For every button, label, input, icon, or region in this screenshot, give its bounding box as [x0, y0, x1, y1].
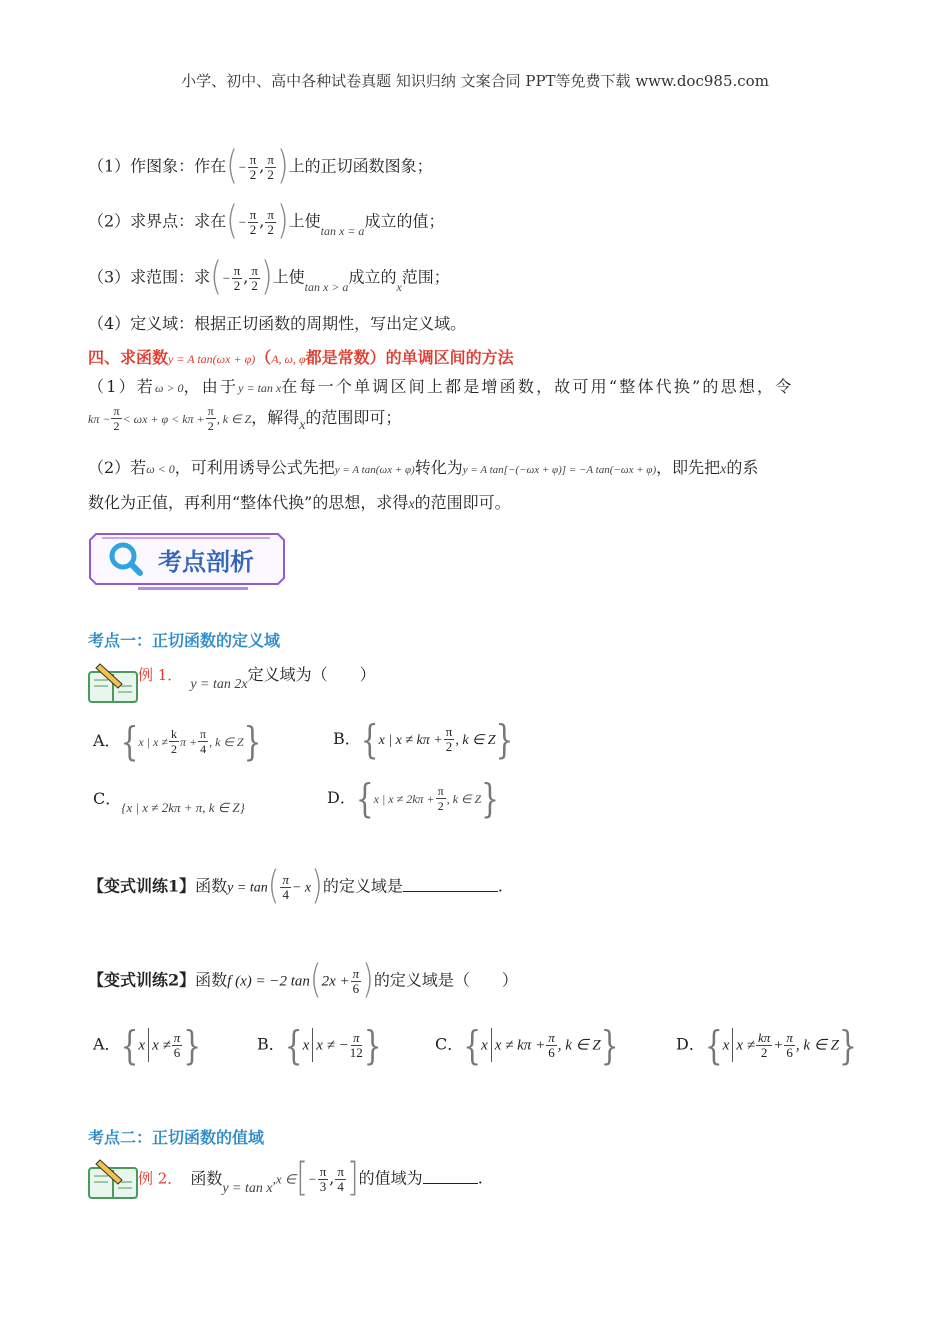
example-1	[88, 662, 376, 704]
book-pencil-icon	[88, 662, 138, 704]
answer-blank[interactable]	[423, 1183, 478, 1184]
p2-line2: 数化为正值，再利用“整体代换”的思想，求得x的范围即可。	[88, 493, 511, 512]
variant-2-label: 【变式训练2】	[88, 970, 196, 990]
book-pencil-icon	[88, 1158, 138, 1200]
step-3-mid: 上使	[272, 267, 305, 287]
p1-line1: （1）若ω > 0，由于y = tan x在每一个单调区间上都是增函数，故可用“整体代换”的思想，令	[88, 377, 794, 396]
step-1-text: （1）作图象：作在	[88, 156, 227, 176]
banner-title: 考点剖析	[158, 548, 254, 576]
p1-line2: kπ − $\frac{\pi}{2}$ < ωx + φ < kπ + $\frac{\pi}{2}$ , k ∈ Z，解得x的范围即可；	[88, 404, 402, 433]
func-original: y = A tan(ωx + φ)	[334, 464, 415, 476]
pi-over-2: $\frac{\pi}{2}$	[249, 151, 257, 182]
pi-over-2: $\frac{\pi}{2}$	[233, 262, 241, 293]
pi-over-2: $\frac{\pi}{2}$	[113, 404, 120, 433]
v2-option-a[interactable]: A．{x x ≠ $\frac{\pi}{6}$ }	[93, 1021, 202, 1069]
variant-1: 【变式训练1】函数y = tan( $\frac{\pi}{4}$ − x)的定义域是 .	[88, 863, 503, 910]
tan-2x: y = tan 2x	[190, 676, 248, 692]
tan-x: y = tan x	[238, 381, 282, 395]
step-2-mid: 上使	[288, 211, 321, 231]
var-x: x	[396, 279, 402, 294]
topic-1-title: 考点一：正切函数的定义域	[88, 631, 281, 650]
minus: −	[237, 159, 247, 175]
var-x: x	[408, 497, 415, 512]
example-2-label: 例 2．	[138, 1169, 183, 1188]
v2-option-b[interactable]: B．{x x ≠ − $\frac{\pi}{12}$ }	[257, 1021, 382, 1069]
ex1-option-a[interactable]: A．{x | x ≠ $\frac{k}{2}$ π + $\frac{\pi}{4}$ , k ∈ Z}	[93, 718, 262, 765]
step-1: （1）作图象：作在(− $\frac{\pi}{2}$ , $\frac{\pi}{2}$ )上的正切函数图象；	[88, 143, 433, 190]
pi-over-2: $\frac{\pi}{2}$	[249, 206, 257, 237]
f-func: f (x) = −2 tan	[227, 973, 310, 990]
ex1-option-d[interactable]: D．{x | x ≠ 2kπ + $\frac{\pi}{2}$ , k ∈ Z}	[327, 775, 499, 822]
step-2-text: （2）求界点：求在	[88, 211, 227, 231]
ex1-option-c[interactable]: C．$_{\{x | x \ne 2k\pi + \pi, k \in Z\}}$	[93, 789, 245, 815]
func-transformed: y = A tan[−(−ωx + φ)] = −A tan(−ωx + φ)	[462, 464, 657, 476]
ineq-right: , k ∈ Z	[216, 412, 252, 426]
tan-x: y = tan x	[222, 1180, 273, 1196]
step-3: （3）求范围：求(− $\frac{\pi}{2}$ , $\frac{\pi}{2}$ )上使$_{tan x > a}$成立的$_x$范围；	[88, 254, 450, 301]
ineq-mid: < ωx + φ < kπ +	[122, 412, 205, 426]
omega-positive: ω > 0	[154, 381, 184, 395]
step-2: （2）求界点：求在(− $\frac{\pi}{2}$ , $\frac{\pi}{2}$ )上使$_{tan x = a}$成立的值；	[88, 198, 445, 245]
tan-func: y = tan	[227, 880, 268, 896]
section-4-func: y = A tan(ωx + φ)	[168, 352, 256, 366]
answer-blank[interactable]	[403, 891, 498, 892]
section-4-pre: 四、求函数	[88, 348, 169, 367]
v2-option-c[interactable]: C．{x x ≠ kπ + $\frac{\pi}{6}$ , k ∈ Z}	[435, 1021, 619, 1069]
step-3-mid2: 成立的	[348, 267, 397, 287]
section-4-paren: （	[255, 348, 272, 367]
pi-over-2: $\frac{\pi}{2}$	[267, 206, 274, 237]
ineq-left: kπ −	[88, 412, 111, 426]
step-4: （4）定义域：根据正切函数的周期性，写出定义域。	[88, 314, 467, 333]
section-4-params: A, ω, φ	[271, 352, 306, 366]
minus: −	[221, 270, 231, 286]
variant-1-label: 【变式训练1】	[88, 876, 196, 896]
step-2-end: 成立的值；	[364, 211, 445, 231]
tan-eq-a: tan x = a	[320, 223, 365, 238]
step-3-text: （3）求范围：求	[88, 267, 211, 287]
step-3-end: 范围；	[401, 267, 450, 287]
var-x: x	[299, 418, 306, 433]
v2-option-d[interactable]: D．{x x ≠ $\frac{k\pi}{2}$ + $\frac{\pi}{6}$ , k ∈ Z}	[676, 1021, 857, 1069]
section-banner	[88, 530, 288, 586]
var-x: x	[720, 462, 727, 477]
section-4-post: 都是常数）的单调区间的方法	[305, 348, 514, 367]
example-1-question: 定义域为（ ）	[247, 664, 376, 684]
step-1-end: 上的正切函数图象；	[288, 156, 433, 176]
pi-over-2: $\frac{\pi}{2}$	[207, 404, 214, 433]
minus: −	[237, 214, 247, 230]
ex1-option-b[interactable]: B．{x | x ≠ kπ + $\frac{\pi}{2}$ , k ∈ Z}	[333, 716, 514, 763]
tan-gt-a: tan x > a	[304, 279, 349, 294]
example-1-label: 例 1．	[138, 665, 183, 684]
section-4-heading	[88, 345, 514, 368]
omega-negative: ω < 0	[146, 462, 175, 476]
variant-2: 【变式训练2】函数f (x) = −2 tan(2x + $\frac{\pi}{6}$ )的定义域是（ ）	[88, 957, 518, 1004]
page-header: 小学、初中、高中各种试卷真题 知识归纳 文案合同 PPT等免费下载 www.doc985.com	[181, 72, 769, 90]
example-2: 例 2． 函数y = tan x,x ∈[− $\frac{\pi}{3}$ , $\frac{\pi}{4}$ ]的值域为 .	[88, 1158, 483, 1200]
pi-over-2: $\frac{\pi}{2}$	[251, 262, 258, 293]
pi-over-2: $\frac{\pi}{2}$	[267, 151, 274, 182]
p2-line1: （2）若ω < 0，可利用诱导公式先把y = A tan(ωx + φ)转化为y = A tan[−(−ωx + φ)] = −A tan(−ωx + φ)，即先把x的系	[88, 458, 759, 477]
topic-2-title: 考点二：正切函数的值域	[88, 1128, 265, 1147]
